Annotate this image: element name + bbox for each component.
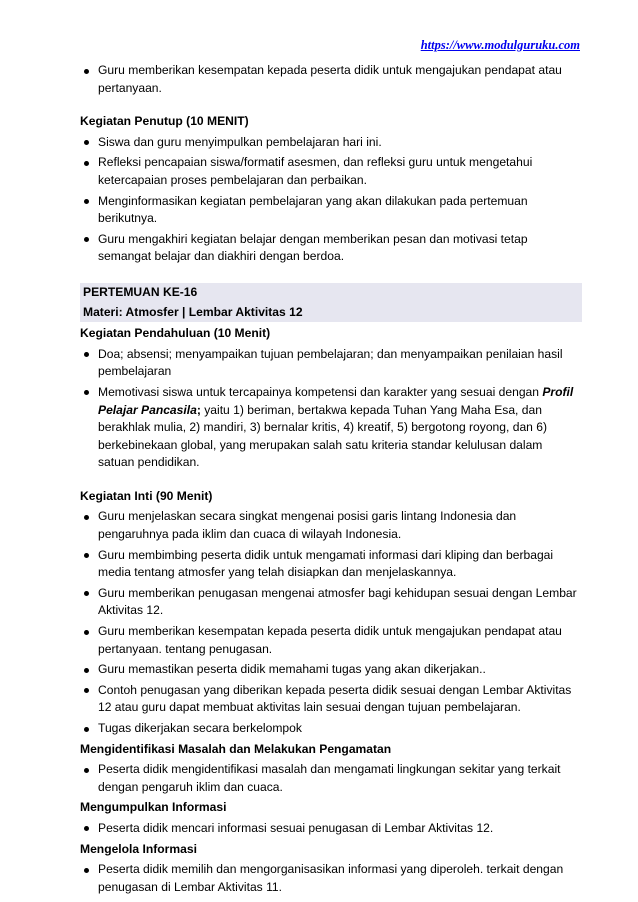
motivasi-text-rest: yaitu 1) beriman, bertakwa kepada Tuhan Yang Maha Esa, dan berakhlak mulia, 2) mandiri, 3) bernalar kritis, 4) kreatif, 5) bergotong royong, dan 6) berkebinekaan global, yang merupakan salah satu kriteria standar kelulusan dalam satuan pendidikan. [98, 402, 548, 470]
inti-list [80, 508, 582, 737]
list-item: Peserta didik mencari informasi sesuai penugasan di Lembar Aktivitas 12. [80, 820, 582, 838]
pendahuluan-heading: Kegiatan Pendahuluan (10 Menit) [80, 326, 271, 341]
list-item: Refleksi pencapaian siswa/formatif asesmen, dan refleksi guru untuk mengetahui ketercapaian proses pembelajaran dan perbaikan. [80, 154, 582, 189]
list-item: Doa; absensi; menyampaikan tujuan pembelajaran; dan menyampaikan penilaian hasil pembelajaran [80, 346, 582, 381]
inti-heading: Kegiatan Inti (90 Menit) [80, 488, 213, 503]
mengumpulkan-heading: Mengumpulkan Informasi [80, 800, 227, 815]
list-item: Peserta didik memilih dan mengorganisasikan informasi yang diperoleh. terkait dengan penugasan di Lembar Aktivitas 11. [80, 861, 582, 896]
document-body [80, 62, 582, 899]
top-list [80, 62, 582, 97]
list-item: Guru memberikan penugasan mengenai atmosfer bagi kehidupan sesuai dengan Lembar Aktivitas 12. [80, 585, 582, 620]
mengelola-heading: Mengelola Informasi [80, 841, 197, 856]
list-item: Guru menjelaskan secara singkat mengenai posisi garis lintang Indonesia dan pengaruhnya pada iklim dan cuaca di wilayah Indonesia. [80, 508, 582, 543]
list-item: Menginformasikan kegiatan pembelajaran yang akan dilakukan pada pertemuan berikutnya. [80, 193, 582, 228]
list-item: Contoh penugasan yang diberikan kepada peserta didik sesuai dengan Lembar Aktivitas 12 atau guru dapat membuat aktivitas lain sesuai dengan tujuan pembelajaran. [80, 682, 582, 717]
list-item: Guru memberikan kesempatan kepada peserta didik untuk mengajukan pendapat atau pertanyaan. tentang penugasan. [80, 623, 582, 658]
mengidentifikasi-list [80, 761, 582, 796]
motivasi-text: Memotivasi siswa untuk tercapainya kompetensi dan karakter yang sesuai dengan [98, 384, 543, 399]
pendahuluan-list [80, 346, 582, 472]
list-item: Guru memastikan peserta didik memahami tugas yang akan dikerjakan.. [80, 661, 582, 679]
penutup-list [80, 134, 582, 266]
pertemuan-title: PERTEMUAN KE-16 [80, 283, 582, 303]
penutup-heading: Kegiatan Penutup (10 MENIT) [80, 114, 249, 129]
semicolon: ; [196, 402, 201, 417]
list-item [80, 384, 582, 472]
mengelola-list [80, 861, 582, 896]
materi-title: Materi: Atmosfer | Lembar Aktivitas 12 [80, 303, 582, 323]
profil-pelajar-emphasis: Profil Pelajar Pancasila [98, 384, 574, 417]
mengumpulkan-list [80, 820, 582, 838]
list-item: Guru memberikan kesempatan kepada peserta didik untuk mengajukan pendapat atau pertanyaan. [80, 62, 582, 97]
list-item: Tugas dikerjakan secara berkelompok [80, 720, 582, 738]
list-item: Guru mengakhiri kegiatan belajar dengan memberikan pesan dan motivasi tetap semangat belajar dan diakhiri dengan berdoa. [80, 231, 582, 266]
list-item: Peserta didik mengidentifikasi masalah dan mengamati lingkungan sekitar yang terkait dengan pengaruh iklim dan cuaca. [80, 761, 582, 796]
list-item: Siswa dan guru menyimpulkan pembelajaran hari ini. [80, 134, 582, 152]
list-item: Guru membimbing peserta didik untuk mengamati informasi dari kliping dan berbagai media tentang atmosfer yang telah disiapkan dan menjelaskannya. [80, 547, 582, 582]
header-url-link[interactable]: https://www.modulguruku.com [420, 38, 580, 52]
mengidentifikasi-heading: Mengidentifikasi Masalah dan Melakukan Pengamatan [80, 741, 392, 756]
